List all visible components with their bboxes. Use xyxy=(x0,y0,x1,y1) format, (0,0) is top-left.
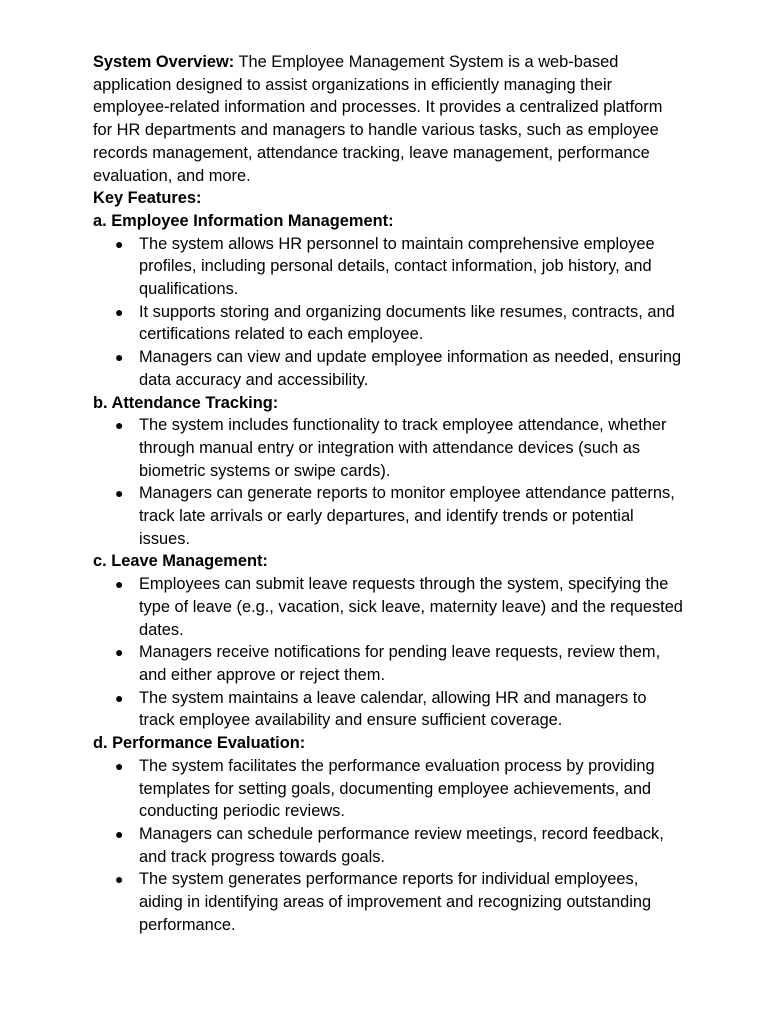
bullet-icon: ● xyxy=(115,825,124,842)
bullet-icon: ● xyxy=(115,485,124,502)
bullet-list-employee-information xyxy=(93,233,683,392)
list-item-text: The system allows HR personnel to maintain comprehensive employee profiles, including personal details, contact information, job history, and qualifications. xyxy=(139,234,655,299)
section-heading-performance-evaluation: d. Performance Evaluation: xyxy=(93,734,306,753)
bullet-icon: ● xyxy=(115,757,124,774)
list-item-text: The system maintains a leave calendar, allowing HR and managers to track employee availability and ensure sufficient coverage. xyxy=(139,688,647,730)
list-item-text: It supports storing and organizing documents like resumes, contracts, and certifications related to each employee. xyxy=(139,302,675,344)
list-item xyxy=(93,414,683,482)
document-page xyxy=(93,51,683,936)
system-overview-text: The Employee Management System is a web-based application designed to assist organizations in efficiently managing their employee-related information and processes. It provides a centralized platform for HR departments and managers to handle various tasks, such as employee records management, attendance tracking, leave management, performance evaluation, and more. xyxy=(93,53,663,185)
list-item xyxy=(93,301,683,346)
bullet-icon: ● xyxy=(115,576,124,593)
section-heading-attendance-tracking: b. Attendance Tracking: xyxy=(93,393,279,412)
list-item xyxy=(93,482,683,550)
list-item xyxy=(93,233,683,301)
bullet-list-performance-evaluation xyxy=(93,755,683,937)
list-item xyxy=(93,823,683,868)
bullet-icon: ● xyxy=(115,303,124,320)
list-item xyxy=(93,755,683,823)
bullet-icon: ● xyxy=(115,644,124,661)
bullet-icon: ● xyxy=(115,235,124,252)
system-overview-paragraph xyxy=(93,51,683,187)
section-heading-employee-information: a. Employee Information Management: xyxy=(93,211,394,230)
list-item-text: Managers receive notifications for pending leave requests, review them, and either approve or reject them. xyxy=(139,643,661,684)
list-item-text: Managers can view and update employee information as needed, ensuring data accuracy and accessibility. xyxy=(139,348,682,389)
list-item xyxy=(93,868,683,936)
section-heading-leave-management: c. Leave Management: xyxy=(93,552,268,571)
list-item-text: Managers can generate reports to monitor employee attendance patterns, track late arrivals or early departures, and identify trends or potential issues. xyxy=(139,484,675,548)
bullet-icon: ● xyxy=(115,871,124,888)
system-overview-label: System Overview: xyxy=(93,53,235,71)
bullet-list-attendance-tracking xyxy=(93,414,683,550)
bullet-icon: ● xyxy=(115,417,124,434)
list-item-text: Employees can submit leave requests through the system, specifying the type of leave (e.g., vacation, sick leave, maternity leave) and the requested dates. xyxy=(139,575,683,639)
key-features-heading: Key Features: xyxy=(93,189,202,208)
list-item xyxy=(93,641,683,686)
bullet-icon: ● xyxy=(115,689,124,706)
list-item-text: Managers can schedule performance review meetings, record feedback, and track progress towards goals. xyxy=(139,824,664,866)
list-item-text: The system generates performance reports for individual employees, aiding in identifying areas of improvement and recognizing outstanding performance. xyxy=(139,870,652,934)
list-item xyxy=(93,687,683,732)
list-item-text: The system includes functionality to track employee attendance, whether through manual entry or integration with attendance devices (such as biometric systems or swipe cards). xyxy=(139,416,667,480)
list-item-text: The system facilitates the performance evaluation process by providing templates for setting goals, documenting employee achievements, and conducting periodic reviews. xyxy=(139,756,655,821)
bullet-list-leave-management xyxy=(93,573,683,732)
list-item xyxy=(93,573,683,641)
bullet-icon: ● xyxy=(115,349,124,366)
list-item xyxy=(93,346,683,391)
